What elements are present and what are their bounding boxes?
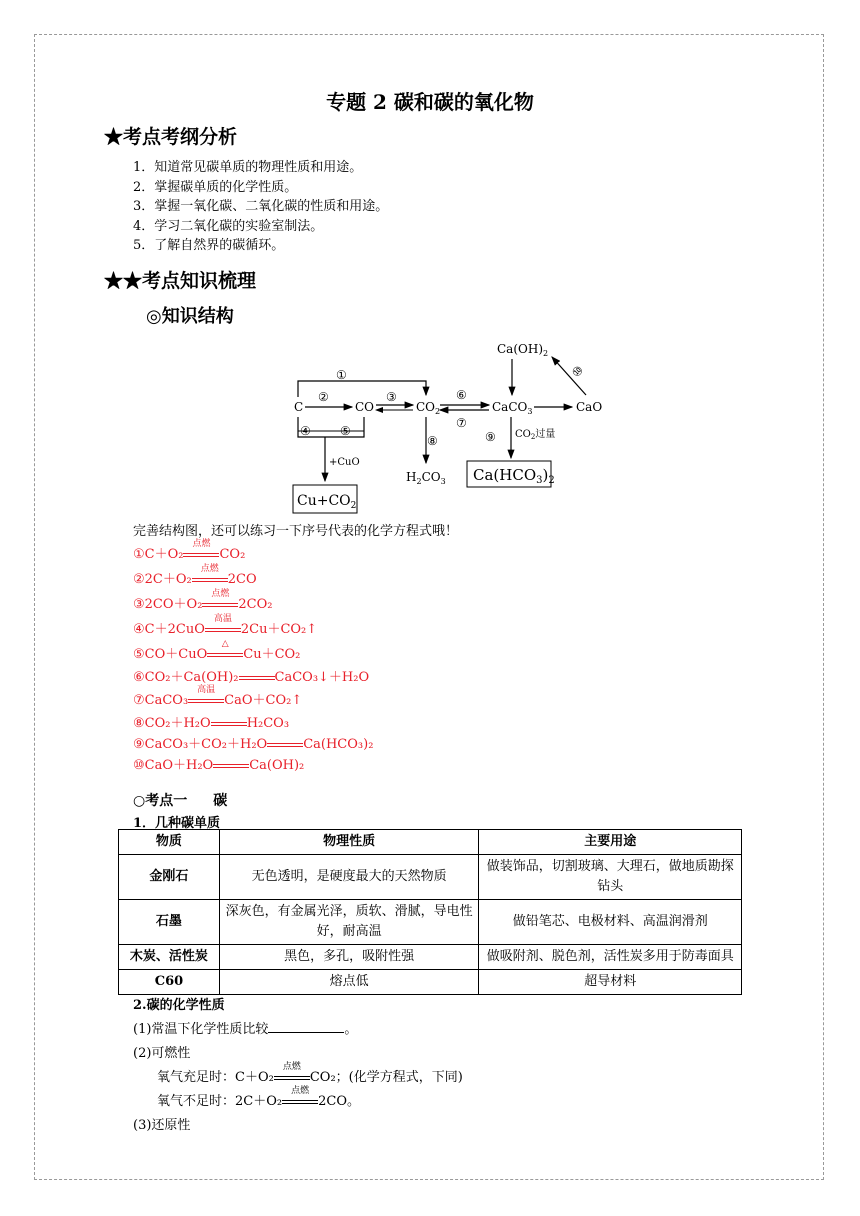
- subheading-structure: ◎知识结构: [146, 306, 234, 327]
- label-5: ⑤: [340, 424, 351, 438]
- carbon-allotropes-table: [118, 829, 742, 995]
- header-substance: 物质: [119, 830, 220, 855]
- section-heading-knowledge: ★★考点知识梳理: [104, 270, 257, 292]
- node-caco3: CaCO$_3$: [492, 400, 533, 416]
- node-caoh2: $Ca(OH)_2$: [497, 342, 549, 358]
- kaodian-heading: ○考点一 碳: [133, 793, 228, 809]
- equation-2: ②2C＋O₂ 点燃 2CO: [133, 563, 257, 587]
- equation-3: ③2CO＋O₂ 点燃 2CO₂: [133, 588, 273, 612]
- diagram-note: 完善结构图，还可以练习一下序号代表的化学方程式哦！: [133, 524, 459, 539]
- equation-9: ⑨CaCO₃＋CO₂＋H₂O Ca(HCO₃)₂: [133, 737, 374, 752]
- objective-item: 5．了解自然界的碳循环。: [133, 238, 285, 253]
- label-4: ④: [300, 424, 311, 438]
- page-title: 专题 2 碳和碳的氧化物: [326, 90, 534, 114]
- equation-8: ⑧CO₂＋H₂O H₂CO₃: [133, 716, 290, 731]
- equation-list: [133, 538, 374, 776]
- label-8: ⑧: [427, 434, 438, 448]
- objective-item: 1．知道常见碳单质的物理性质和用途。: [133, 160, 363, 175]
- node-cu-co2: $Cu+CO_2$: [297, 493, 357, 511]
- node-c: C: [294, 400, 304, 414]
- equation-6: ⑥CO₂＋Ca(OH)₂ CaCO₃↓＋H₂O: [133, 670, 370, 685]
- objectives-list: [133, 158, 388, 256]
- equation-4: ④C＋2CuO 高温 2Cu＋CO₂↑: [133, 613, 318, 637]
- node-co: CO: [355, 400, 375, 414]
- objective-item: 4．学习二氧化碳的实验室制法。: [133, 218, 324, 234]
- equation-5: ⑤CO＋CuO △ Cu＋CO₂: [133, 638, 301, 662]
- label-7: ⑦: [456, 416, 467, 430]
- equation-1: ①C＋O₂ 点燃 CO₂: [133, 538, 246, 562]
- chem-p3: (3)还原性: [133, 1118, 191, 1133]
- table-row: C60 熔点低 超导材料: [119, 970, 742, 995]
- chem-p2: (2)可燃性: [133, 1046, 191, 1061]
- chem-p1: (1)常温下化学性质比较 。: [133, 1018, 463, 1042]
- label-1: ①: [336, 368, 347, 382]
- label-2: ②: [318, 390, 329, 404]
- section-heading-objectives: ★考点考纲分析: [104, 126, 238, 148]
- objective-item: 3．掌握一氧化碳、二氧化碳的性质和用途。: [133, 199, 389, 214]
- equation-7: ⑦CaCO₃ 高温 CaO＋CO₂↑: [133, 684, 303, 708]
- header-uses: 主要用途: [479, 830, 742, 855]
- annotation-plus-cuo: +CuO: [329, 457, 360, 468]
- label-3: ③: [386, 390, 397, 404]
- carbon-relationship-diagram: [280, 335, 620, 517]
- table-title: 1．几种碳单质: [133, 816, 221, 831]
- node-cao: CaO: [576, 400, 603, 414]
- fill-blank[interactable]: [268, 1018, 344, 1033]
- chem-o2-full: 氧气充足时：C＋O₂ 点燃 CO₂；(化学方程式，下同): [157, 1061, 463, 1085]
- chem-o2-low: 氧气不足时：2C＋O₂ 点燃 2CO。: [157, 1085, 360, 1109]
- table-header-row: [119, 830, 742, 855]
- chem-title: 2.碳的化学性质: [133, 998, 225, 1013]
- label-6: ⑥: [456, 388, 467, 402]
- label-9: ⑨: [485, 430, 496, 444]
- table-row: 金刚石 无色透明，是硬度最大的天然物质 做装饰品，切割玻璃、大理石，做地质勘探钻头: [119, 855, 742, 900]
- node-co2: $CO_2$: [416, 400, 441, 416]
- table-row: 石墨 深灰色，有金属光泽，质软、滑腻，导电性好，耐高温 做铅笔芯、电极材料、高温润滑剂: [119, 900, 742, 945]
- annotation-co2-excess: $CO_2$过量: [515, 429, 556, 441]
- objective-item: 2．掌握碳单质的化学性质。: [133, 179, 298, 195]
- equation-10: ⑩CaO＋H₂O Ca(OH)₂: [133, 758, 305, 773]
- header-physical: 物理性质: [219, 830, 479, 855]
- chemical-properties: [133, 994, 463, 1138]
- node-ca-hco3: $Ca(HCO_3)_2$: [473, 466, 555, 486]
- table-row: 木炭、活性炭 黑色，多孔，吸附性强 做吸附剂、脱色剂，活性炭多用于防毒面具: [119, 945, 742, 970]
- label-10: ⑩: [568, 362, 587, 381]
- node-h2co3: $H_2CO_3$: [406, 470, 446, 486]
